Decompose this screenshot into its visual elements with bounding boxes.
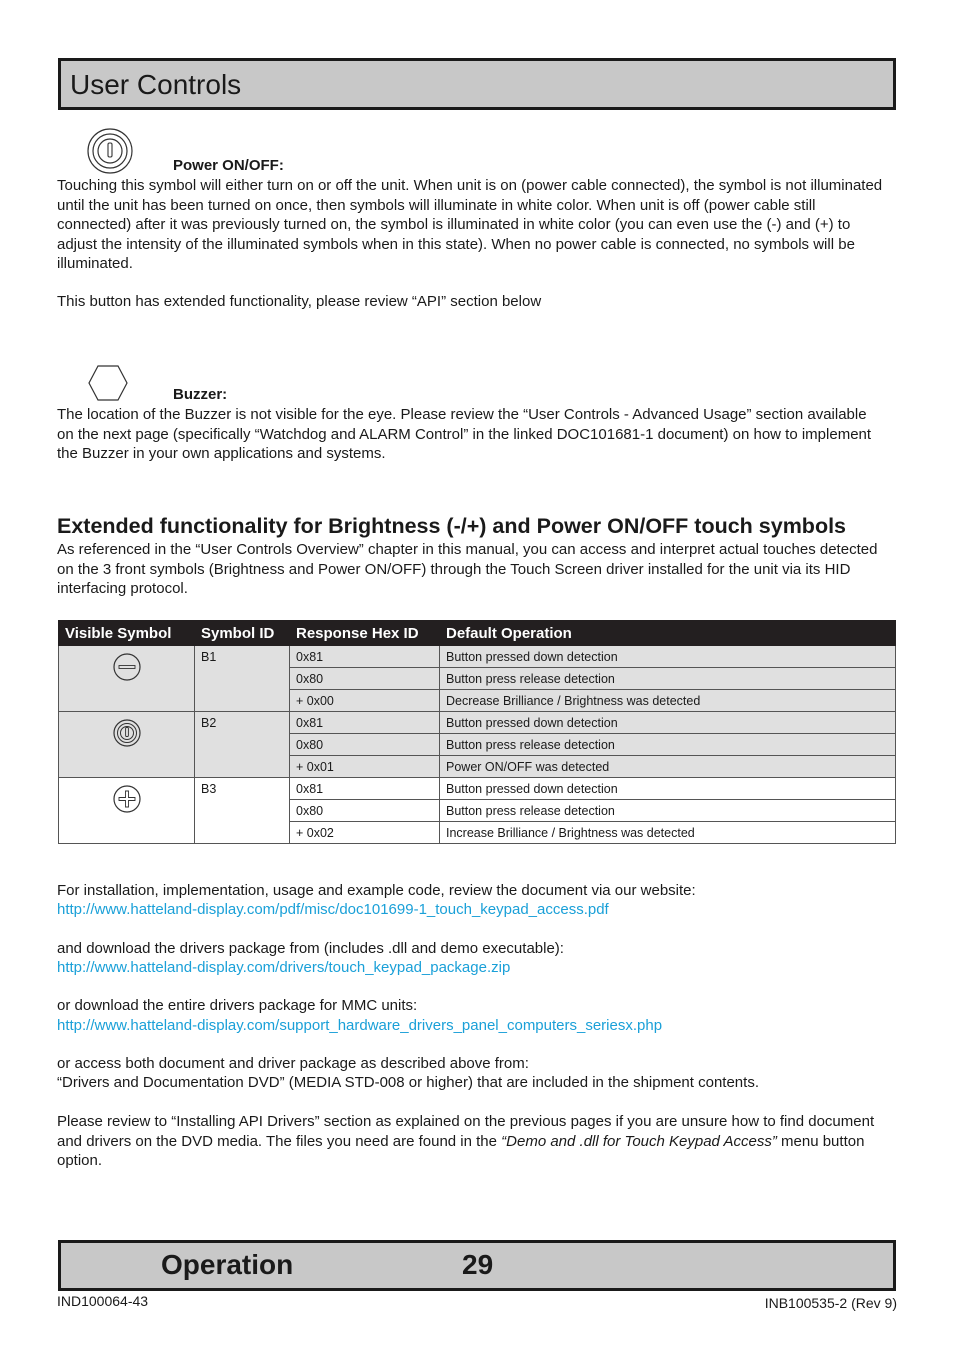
hex-cell: + 0x00 <box>290 690 440 712</box>
page-number: 29 <box>462 1249 494 1280</box>
symbol-cell <box>59 778 195 844</box>
table-row <box>59 646 896 668</box>
operation-cell: Button pressed down detection <box>440 778 896 800</box>
dvd-text-2: “Drivers and Documentation DVD” (MEDIA STD-008 or higher) that are included in the shipment contents. <box>57 1074 759 1091</box>
page-header <box>58 58 896 110</box>
mmc-text: or download the entire drivers package for MMC units: <box>57 997 418 1014</box>
buzzer-description: The location of the Buzzer is not visible for the eye. Please review the “User Controls - Advanced Usage” section available on the next page (specifically “Watchdog and ALARM Control” in the linked DOC101681-1 document) on how to implement the Buzzer in your own applications and systems. <box>57 406 872 462</box>
header-visible-symbol: Visible Symbol <box>59 621 195 646</box>
install-doc-link[interactable]: http://www.hatteland-display.com/pdf/misc/doc101699-1_touch_keypad_access.pdf <box>57 901 609 918</box>
hex-cell: 0x80 <box>290 800 440 822</box>
mmc-drivers-link[interactable]: http://www.hatteland-display.com/support_hardware_drivers_panel_computers_seriesx.php <box>57 1017 663 1034</box>
driver-package-link[interactable]: http://www.hatteland-display.com/drivers/touch_keypad_package.zip <box>57 959 511 976</box>
document-id-left: IND100064-43 <box>57 1293 149 1309</box>
power-symbol-icon <box>86 127 134 175</box>
minus-symbol-icon <box>112 652 142 682</box>
table-row <box>59 712 896 734</box>
dvd-text-1: or access both document and driver package as described above from: <box>57 1055 529 1072</box>
symbol-id-cell: B1 <box>195 646 290 712</box>
download-text: and download the drivers package from (includes .dll and demo executable): <box>57 940 564 957</box>
hex-cell: 0x81 <box>290 712 440 734</box>
power-api-note: This button has extended functionality, please review “API” section below <box>57 293 542 310</box>
extended-intro: As referenced in the “User Controls Overview” chapter in this manual, you can access and interpret actual touches detected on the 3 front symbols (Brightness and Power ON/OFF) through the Touch Screen driver installed for the unit via its HID interfacing protocol. <box>57 541 878 597</box>
hex-cell: 0x81 <box>290 778 440 800</box>
review-end: menu button option. <box>57 1132 865 1169</box>
symbol-id-cell: B2 <box>195 712 290 778</box>
buzzer-label: Buzzer: <box>173 386 228 403</box>
hex-cell: 0x81 <box>290 646 440 668</box>
plus-symbol-icon <box>112 784 142 814</box>
hex-cell: + 0x01 <box>290 756 440 778</box>
footer-section-title: Operation <box>161 1249 294 1280</box>
power-label: Power ON/OFF: <box>173 157 284 174</box>
page-footer <box>58 1240 896 1291</box>
operation-cell: Decrease Brilliance / Brightness was detected <box>440 690 896 712</box>
install-text: For installation, implementation, usage and example code, review the document via our website: <box>57 882 696 899</box>
operation-cell: Increase Brilliance / Brightness was detected <box>440 822 896 844</box>
review-text: Please review to “Installing API Drivers” section as explained on the previous pages if you are unsure how to find document and drivers on the DVD media. The files you need are found in the <box>57 1113 875 1150</box>
header-default-operation: Default Operation <box>440 621 896 646</box>
hexagon-icon <box>87 364 129 402</box>
hex-cell: 0x80 <box>290 668 440 690</box>
operations-table <box>58 620 896 844</box>
operation-cell: Button press release detection <box>440 668 896 690</box>
symbol-cell <box>59 646 195 712</box>
hex-cell: 0x80 <box>290 734 440 756</box>
symbol-id-cell: B3 <box>195 778 290 844</box>
table-row <box>59 778 896 800</box>
hex-cell: + 0x02 <box>290 822 440 844</box>
review-italic: “Demo and .dll for Touch Keypad Access” <box>501 1132 777 1150</box>
operation-cell: Button pressed down detection <box>440 712 896 734</box>
page-title: User Controls <box>70 69 242 100</box>
operation-cell: Power ON/OFF was detected <box>440 756 896 778</box>
power-symbol-icon <box>112 718 142 748</box>
power-description: Touching this symbol will either turn on or off the unit. When unit is on (power cable connected), the symbol is not illuminated until the unit has been turned on once, then symbols will illuminate in white color. When unit is off (power cable still connected) after it was previously turned on, the symbol is illuminated in white color (you can even use the (-) and (+) to adjust the intensity of the illuminated symbols when in this state). When no power cable is connected, no symbols will be illuminated. <box>57 177 883 272</box>
header-response-hex: Response Hex ID <box>290 621 440 646</box>
operation-cell: Button pressed down detection <box>440 646 896 668</box>
extended-heading: Extended functionality for Brightness (-/+) and Power ON/OFF touch symbols <box>57 514 847 538</box>
operation-cell: Button press release detection <box>440 734 896 756</box>
header-symbol-id: Symbol ID <box>195 621 290 646</box>
operation-cell: Button press release detection <box>440 800 896 822</box>
review-paragraph <box>57 1112 887 1171</box>
symbol-cell <box>59 712 195 778</box>
document-id-right: INB100535-2 (Rev 9) <box>764 1295 897 1311</box>
table-header-row <box>59 621 896 646</box>
